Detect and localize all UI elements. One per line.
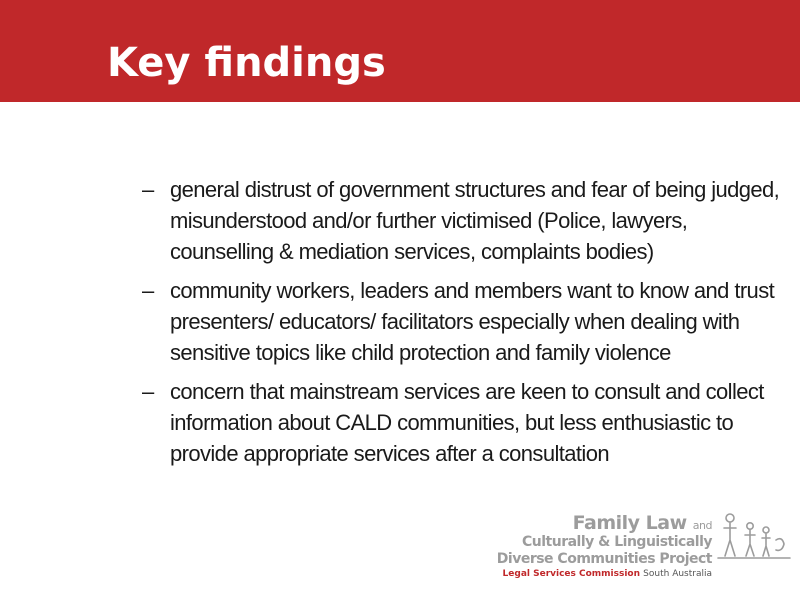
bullet-dash: – xyxy=(142,177,154,202)
slide-title: Key findings xyxy=(107,40,386,86)
logo-text-and: and xyxy=(692,519,712,532)
logo-line-commission xyxy=(503,569,712,579)
bullet-list xyxy=(142,174,792,477)
bullet-dash: – xyxy=(142,379,154,404)
bullet-text: community workers, leaders and members want to know and trust presenters/ educators/ facilitators especially when dealing with sensitive topics like child protection and family violence xyxy=(170,278,775,365)
logo-text-commission: Legal Services Commission xyxy=(502,569,641,579)
bullet-item xyxy=(142,275,792,368)
logo-line-cald: Culturally & Linguistically xyxy=(522,534,712,550)
title-bar xyxy=(0,0,800,102)
bullet-item xyxy=(142,174,792,267)
bullet-dash: – xyxy=(142,278,154,303)
logo-line-project: Diverse Communities Project xyxy=(496,551,712,567)
bullet-text: concern that mainstream services are keen to consult and collect information about CALD communities, but less enthusiastic to provide appropriate services after a consultation xyxy=(170,379,764,466)
bullet-item xyxy=(142,376,792,469)
bullet-text: general distrust of government structures and fear of being judged, misunderstood and/or further victimised (Police, lawyers, counselling & mediation services, complaints bodies) xyxy=(170,177,780,264)
logo-line-family-law xyxy=(573,512,712,534)
project-logo xyxy=(496,510,794,586)
logo-text-family-law: Family Law xyxy=(572,512,687,534)
people-figures-icon xyxy=(716,510,792,568)
logo-text-state: South Australia xyxy=(643,569,712,579)
